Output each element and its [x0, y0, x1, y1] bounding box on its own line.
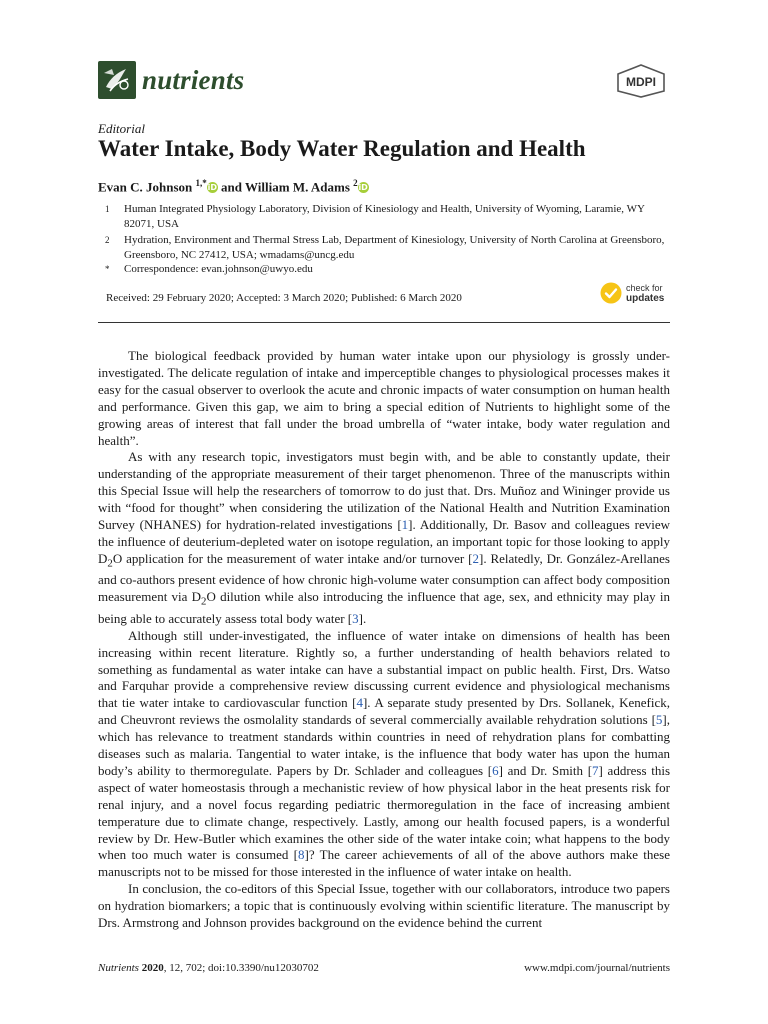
citation-link[interactable]: 1 — [401, 517, 409, 533]
affiliation-text: Human Integrated Physiology Laboratory, Division of Kinesiology and Health, University of Wyoming, Laramie, WY 82071, USA — [124, 203, 645, 230]
publisher-logo-text: MDPI — [626, 75, 656, 89]
author-name[interactable]: Evan C. Johnson — [98, 179, 193, 195]
check-updates-line2: updates — [626, 292, 665, 304]
correspondence-text: Correspondence: evan.johnson@uwyo.edu — [124, 263, 313, 275]
journal-name: nutrients — [142, 64, 245, 95]
footer-url-link[interactable]: www.mdpi.com/journal/nutrients — [524, 962, 670, 974]
affiliation-mark: * — [105, 264, 110, 274]
author-affiliation-mark: 2 — [353, 178, 358, 188]
footer-doi: , 12, 702; doi:10.3390/nu12030702 — [163, 962, 319, 974]
citation-link[interactable]: 5 — [655, 712, 663, 728]
footer-year: 2020 — [141, 962, 164, 974]
affiliation-mark: 1 — [105, 204, 110, 214]
citation-link[interactable]: 7 — [592, 762, 599, 778]
journal-logo[interactable] — [98, 58, 244, 102]
author-affiliation-mark: 1,* — [195, 178, 207, 188]
citation-link[interactable]: 4 — [356, 695, 363, 711]
paragraph: In conclusion, the co-editors of this Special Issue, together with our collaborators, introduce two papers on hydration biomarkers; a topic that is continuously evolving within scientific literature. The manuscript by Drs. Armstrong and Johnson provides background on the evidence behind the current — [98, 881, 670, 931]
check-for-updates-button[interactable] — [600, 282, 664, 304]
footer-citation — [98, 962, 319, 974]
orcid-icon[interactable]: iD — [207, 183, 217, 193]
affiliation-text: Hydration, Environment and Thermal Stress Lab, Department of Kinesiology, University of North Carolina at Greensboro, Greensboro, NC 27412, USA; wmadams@uncg.edu — [124, 234, 665, 261]
affiliation — [98, 202, 673, 232]
paragraph: The biological feedback provided by human water intake upon our physiology is grossly under-investigated. The delicate regulation of intake and imperceptible changes to physiological processes makes it easy for the casual observer to overlook the acute and chronic impacts of water consumption on human health and performance. Given this gap, we aim to bring a special edition of Nutrients to highlight some of the growing areas of interest that fall under the broad umbrella of “water intake, body water regulation and health”. — [98, 348, 670, 448]
nutrients-logo-icon — [98, 61, 136, 99]
author-name[interactable]: William M. Adams — [245, 179, 350, 195]
article-type: Editorial — [98, 121, 145, 136]
citation-link[interactable]: 3 — [352, 610, 359, 626]
orcid-icon[interactable]: iD — [358, 183, 368, 193]
citation-link[interactable]: 8 — [298, 847, 305, 863]
mdpi-logo-icon[interactable] — [612, 64, 670, 98]
citation-link[interactable]: 2 — [472, 550, 479, 566]
article-title: Water Intake, Body Water Regulation and Health — [98, 136, 586, 161]
check-updates-icon — [600, 282, 622, 304]
header-divider — [98, 322, 670, 323]
footer-journal: Nutrients — [98, 962, 139, 974]
affiliation-mark: 2 — [105, 235, 110, 245]
correspondence — [98, 262, 673, 277]
paragraph: As with any research topic, investigators must begin with, and be able to constantly update, their understanding of the appropriate measurement of their target phenomenon. Three of the manuscripts within this Special Issue will help the researchers of tomorrow to do just that. Drs. Muñoz and Wininger provide us with “food for thought” when considering the utilization of the National Health and Nutrition Examination Survey (NHANES) for hydration-related investigations [1]. Additionally, Dr. Basov and colleagues review the influence of deuterium-depleted water on isotope regulation, an important topic for those looking to apply $D_2O$ application for the measurement of water intake and/or turnover [2]. Relatedly, Dr. González-Arellanes and co-authors present evidence of how chronic high-volume water consumption can affect body composition measurement via $D_2O$ dilution while also introducing the influence that age, sex, and ethnicity may play in being able to accurately assess total body water [3]. — [98, 449, 670, 626]
affiliation — [98, 233, 673, 263]
author-conjunction: and — [221, 179, 243, 195]
author-list — [98, 178, 369, 195]
article-body — [98, 348, 670, 932]
check-updates-line1: check for — [626, 282, 663, 293]
citation-link[interactable]: 6 — [492, 762, 499, 778]
publication-dates: Received: 29 February 2020; Accepted: 3 March 2020; Published: 6 March 2020 — [106, 292, 462, 304]
paragraph: Although still under-investigated, the influence of water intake on dimensions of health has been increasing within recent literature. Rightly so, a further understanding of health behaviors related to something as fundamental as water intake can have a substantial impact on public health. First, Drs. Watso and Farquhar provide a comprehensive review discussing current evidence and physiological mechanisms that tie water intake to cardiovascular function [4]. A separate study presented by Drs. Sollanek, Kenefick, and Cheuvront reviews the osmolality standards of several commercially available rehydration solutions [5], which has relevance to treatment standards within countries in need of rehydration plans for combatting diseases such as malaria. Tangential to water intake, is the influence that body water has upon the human body’s ability to thermoregulate. Papers by Dr. Schlader and colleagues [6] and Dr. Smith [7] address this aspect of water homeostasis through a mechanistic review of how physical labor in the heat presents risk for renal injury, and a novel focus regarding pediatric thermoregulation in the face of increasing ambient temperature due to climate change, respectively. Lastly, among our health focused papers, is a wonderful review by Dr. Hew-Butler which examines the other side of the water intake coin; what happens to the body when too much water is consumed [8]? The career achievements of all of the above authors make these manuscripts not to be missed for those interested in the influence of water intake on health. — [98, 627, 671, 880]
